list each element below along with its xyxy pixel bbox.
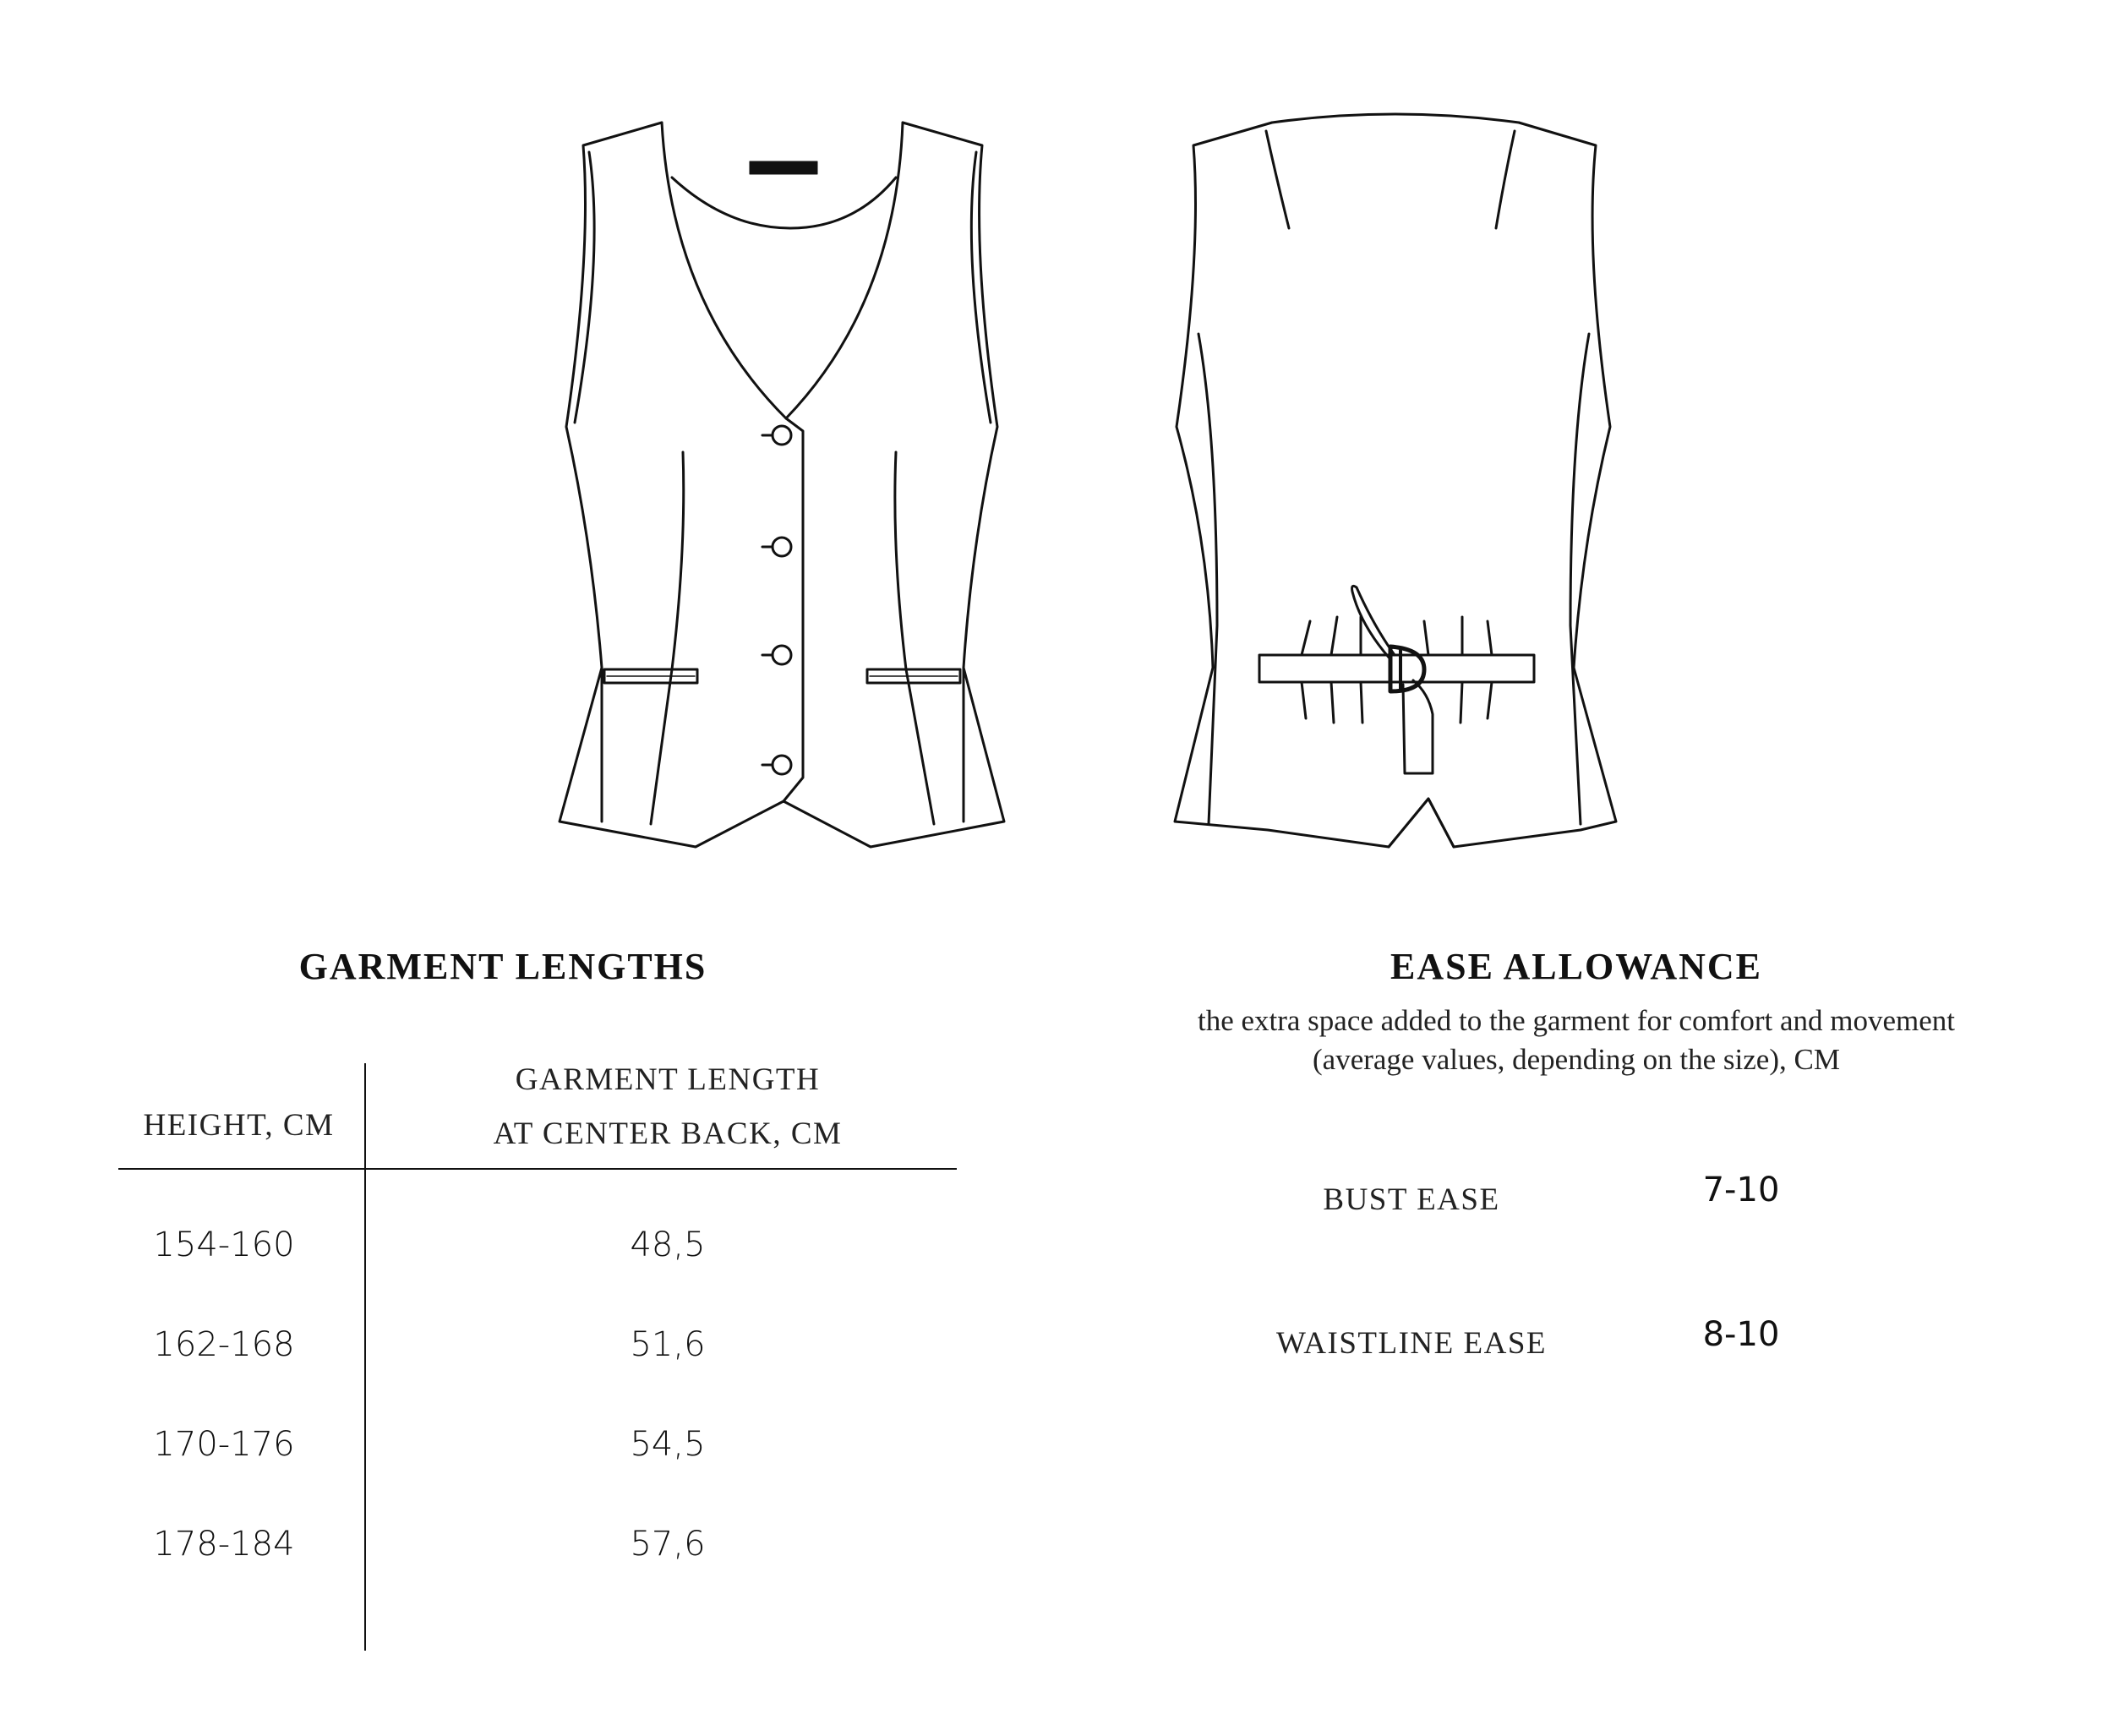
col-header-height: HEIGHT, CM — [143, 1108, 335, 1143]
bust-ease-value: 7-10 — [1702, 1171, 1780, 1209]
col-header-length-line2: AT CENTER BACK, CM — [493, 1116, 843, 1151]
front-buttons — [762, 426, 791, 774]
waistline-ease-value: 8-10 — [1702, 1315, 1780, 1354]
vest-front-sketch — [560, 123, 1004, 847]
table-cell-height: 162-168 — [153, 1325, 295, 1364]
table-cell-height: 178-184 — [153, 1525, 295, 1564]
ease-allowance-subtitle-line1: the extra space added to the garment for comfort and movement — [1197, 1004, 1956, 1037]
waistline-ease-label: WAISTLINE EASE — [1275, 1326, 1548, 1361]
table-cell-length: 48,5 — [630, 1226, 706, 1264]
garment-lengths-title: GARMENT LENGTHS — [298, 946, 707, 987]
ease-allowance-subtitle-line2: (average values, depending on the size), CM — [1313, 1043, 1840, 1076]
col-header-length-line1: GARMENT LENGTH — [515, 1062, 821, 1097]
table-cell-length: 51,6 — [630, 1325, 706, 1364]
table-cell-length: 54,5 — [630, 1425, 706, 1464]
table-column-divider — [364, 1063, 366, 1651]
table-cell-height: 154-160 — [153, 1226, 295, 1264]
brand-label — [750, 161, 817, 174]
ease-allowance-title: EASE ALLOWANCE — [1390, 946, 1762, 987]
table-cell-height: 170-176 — [153, 1425, 295, 1464]
vest-back-sketch — [1175, 114, 1616, 847]
table-cell-length: 57,6 — [630, 1525, 706, 1564]
table-header-divider — [118, 1168, 957, 1170]
bust-ease-label: BUST EASE — [1323, 1182, 1500, 1217]
